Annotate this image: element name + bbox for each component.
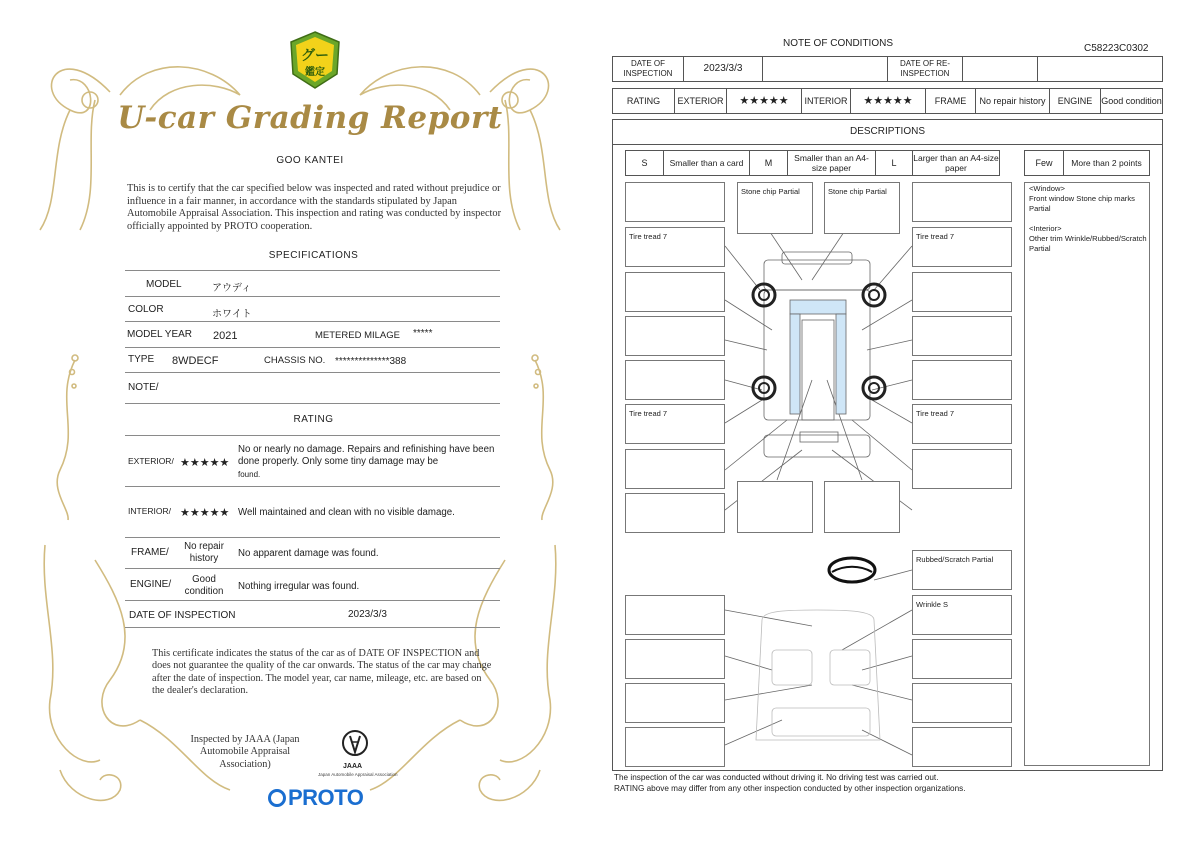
goo-kantei-logo	[287, 30, 343, 90]
condition-box	[625, 360, 725, 400]
report-title: U-car Grading Report	[117, 100, 503, 136]
interior-stars-cell: ★★★★★	[850, 88, 926, 114]
legend-m-desc: Smaller than an A4-size paper	[787, 150, 876, 176]
date-of-inspection-cell: 2023/3/3	[683, 56, 763, 82]
frame-cell: No repair history	[975, 88, 1050, 114]
condition-box	[737, 481, 813, 533]
condition-box	[912, 639, 1012, 679]
divider	[125, 600, 500, 601]
descriptions-heading: DESCRIPTIONS	[612, 119, 1163, 145]
tire-rl-mark: Tire tread 7	[629, 409, 668, 418]
description-interior-text: Other trim Wrinkle/Rubbed/Scratch Partial	[1029, 234, 1147, 253]
divider	[125, 435, 500, 436]
condition-box	[824, 481, 900, 533]
description-panel	[1024, 182, 1150, 766]
date-of-reinspection-header: DATE OF RE-INSPECTION	[887, 56, 963, 82]
condition-box	[625, 449, 725, 489]
jaaa-subtitle: Japan Automobile Appraisal Association	[318, 772, 398, 777]
condition-box	[912, 404, 1012, 444]
date-of-inspection-value: 2023/3/3	[348, 609, 387, 620]
interior-header: INTERIOR	[801, 88, 851, 114]
exterior-stars: ★★★★★	[180, 457, 230, 469]
legend-s-desc: Smaller than a card	[663, 150, 750, 176]
tire-rr-mark: Tire tread 7	[916, 409, 955, 418]
divider	[125, 296, 500, 297]
interior-description: Well maintained and clean with no visible damage.	[238, 507, 455, 518]
legend-few: Few	[1024, 150, 1064, 176]
description-interior-heading: <Interior>	[1029, 224, 1062, 233]
footnote-no-driving: The inspection of the car was conducted without driving it. No driving test was carried out.	[614, 773, 939, 782]
description-window-heading: <Window>	[1029, 184, 1065, 193]
empty-cell	[962, 56, 1038, 82]
condition-box	[625, 316, 725, 356]
specifications-heading: SPECIFICATIONS	[268, 250, 359, 261]
divider	[125, 270, 500, 271]
condition-box	[625, 727, 725, 767]
metered-milage-value: *****	[413, 328, 433, 339]
condition-box	[912, 360, 1012, 400]
description-window-text: Front window Stone chip marks Partial	[1029, 194, 1135, 213]
condition-box	[625, 227, 725, 267]
divider	[125, 486, 500, 487]
metered-milage-label: METERED MILAGE	[315, 330, 400, 341]
engine-header: ENGINE	[1049, 88, 1101, 114]
condition-box	[625, 683, 725, 723]
chassis-value: **************388	[335, 356, 407, 367]
exterior-header: EXTERIOR	[674, 88, 727, 114]
divider	[125, 321, 500, 322]
condition-box	[625, 595, 725, 635]
frame-value: No repair history	[184, 541, 224, 564]
model-year-value: 2021	[213, 330, 238, 342]
inspected-by: Inspected by JAAA (Japan Automobile Appraisal Association)	[190, 734, 300, 770]
condition-box	[625, 404, 725, 444]
empty-cell	[762, 56, 888, 82]
certification-statement: This is to certify that the car specified below was inspected and rated without prejudice or influence in a fair manner, in accordance with the standards stipulated by Japan Automobile Appraisal Association. This inspection and rating was conducted by inspector officially appointed by PROTO cooperation.	[127, 183, 502, 232]
date-of-inspection-label: DATE OF INSPECTION	[129, 610, 236, 621]
legend-m: M	[749, 150, 788, 176]
condition-box	[912, 227, 1012, 267]
interior-label: INTERIOR/	[128, 506, 171, 516]
engine-description: Nothing irregular was found.	[238, 581, 360, 592]
condition-box	[912, 683, 1012, 723]
empty-cell	[1037, 56, 1163, 82]
jaaa-label: JAAA	[343, 763, 363, 770]
certificate-footer-note: This certificate indicates the status of the car as of DATE OF INSPECTION and does not guarantee the quality of the car onwards. The status of the car may change after the date of inspection. The model year, car name, mileage, etc. are based on the dealer's declaration.	[152, 648, 492, 697]
condition-box	[912, 595, 1012, 635]
note-label: NOTE/	[128, 382, 159, 393]
report-code: C58223C0302	[1084, 43, 1149, 54]
divider	[125, 537, 500, 538]
engine-label: ENGINE/	[130, 579, 172, 590]
svg-text:鑑定: 鑑定	[305, 67, 325, 78]
divider	[125, 403, 500, 404]
type-value: 8WDECF	[172, 355, 219, 367]
exterior-stars-cell: ★★★★★	[726, 88, 802, 114]
condition-box	[912, 272, 1012, 312]
tire-fr-mark: Tire tread 7	[916, 232, 955, 241]
divider	[125, 372, 500, 373]
date-of-inspection-header: DATE OF INSPECTION	[612, 56, 684, 82]
condition-box	[625, 639, 725, 679]
condition-box	[824, 182, 900, 234]
exterior-description: No or nearly no damage. Repairs and refinishing have been done properly. Only some tiny damage may be	[238, 444, 495, 467]
condition-box	[912, 182, 1012, 222]
engine-cell: Good condition	[1100, 88, 1163, 114]
color-value: ホワイト	[212, 309, 252, 320]
frame-label: FRAME/	[131, 547, 169, 558]
chassis-label: CHASSIS NO.	[264, 355, 326, 366]
proto-icon	[268, 789, 286, 807]
model-year-label: MODEL YEAR	[127, 329, 193, 340]
model-value: アウディ	[212, 283, 252, 294]
steering-mark: Rubbed/Scratch Partial	[916, 555, 994, 564]
report-subtitle: GOO KANTEI	[276, 155, 344, 166]
exterior-description-2: found.	[238, 470, 261, 479]
condition-box	[912, 316, 1012, 356]
conditions-title: NOTE OF CONDITIONS	[783, 38, 893, 49]
rating-header: RATING	[612, 88, 675, 114]
stone-chip-mark-1: Stone chip Partial	[741, 187, 800, 196]
legend-l-desc: Larger than an A4-size paper	[912, 150, 1000, 176]
interior-stars: ★★★★★	[180, 507, 230, 519]
legend-l: L	[875, 150, 913, 176]
proto-logo	[268, 785, 363, 811]
condition-box	[625, 493, 725, 533]
condition-box	[912, 727, 1012, 767]
frame-header: FRAME	[925, 88, 976, 114]
interior-trim-mark: Wrinkle S	[916, 600, 948, 609]
engine-value: Good condition	[184, 574, 224, 597]
exterior-label: EXTERIOR/	[128, 456, 174, 466]
model-label: MODEL	[146, 279, 182, 290]
condition-box	[912, 550, 1012, 590]
divider	[125, 568, 500, 569]
stone-chip-mark-2: Stone chip Partial	[828, 187, 887, 196]
jaaa-logo	[340, 728, 370, 762]
divider	[125, 627, 500, 628]
rating-heading: RATING	[293, 414, 334, 425]
divider	[125, 347, 500, 348]
condition-box	[912, 449, 1012, 489]
condition-box	[625, 182, 725, 222]
color-label: COLOR	[128, 304, 164, 315]
proto-logo-text: PROTO	[288, 785, 364, 810]
frame-description: No apparent damage was found.	[238, 548, 379, 559]
condition-box	[737, 182, 813, 234]
svg-text:グー: グー	[301, 47, 329, 63]
condition-box	[625, 272, 725, 312]
legend-s: S	[625, 150, 664, 176]
footnote-rating: RATING above may differ from any other inspection conducted by other inspection organizations.	[614, 784, 966, 793]
type-label: TYPE	[128, 354, 155, 365]
legend-more: More than 2 points	[1063, 150, 1150, 176]
tire-fl-mark: Tire tread 7	[629, 232, 668, 241]
